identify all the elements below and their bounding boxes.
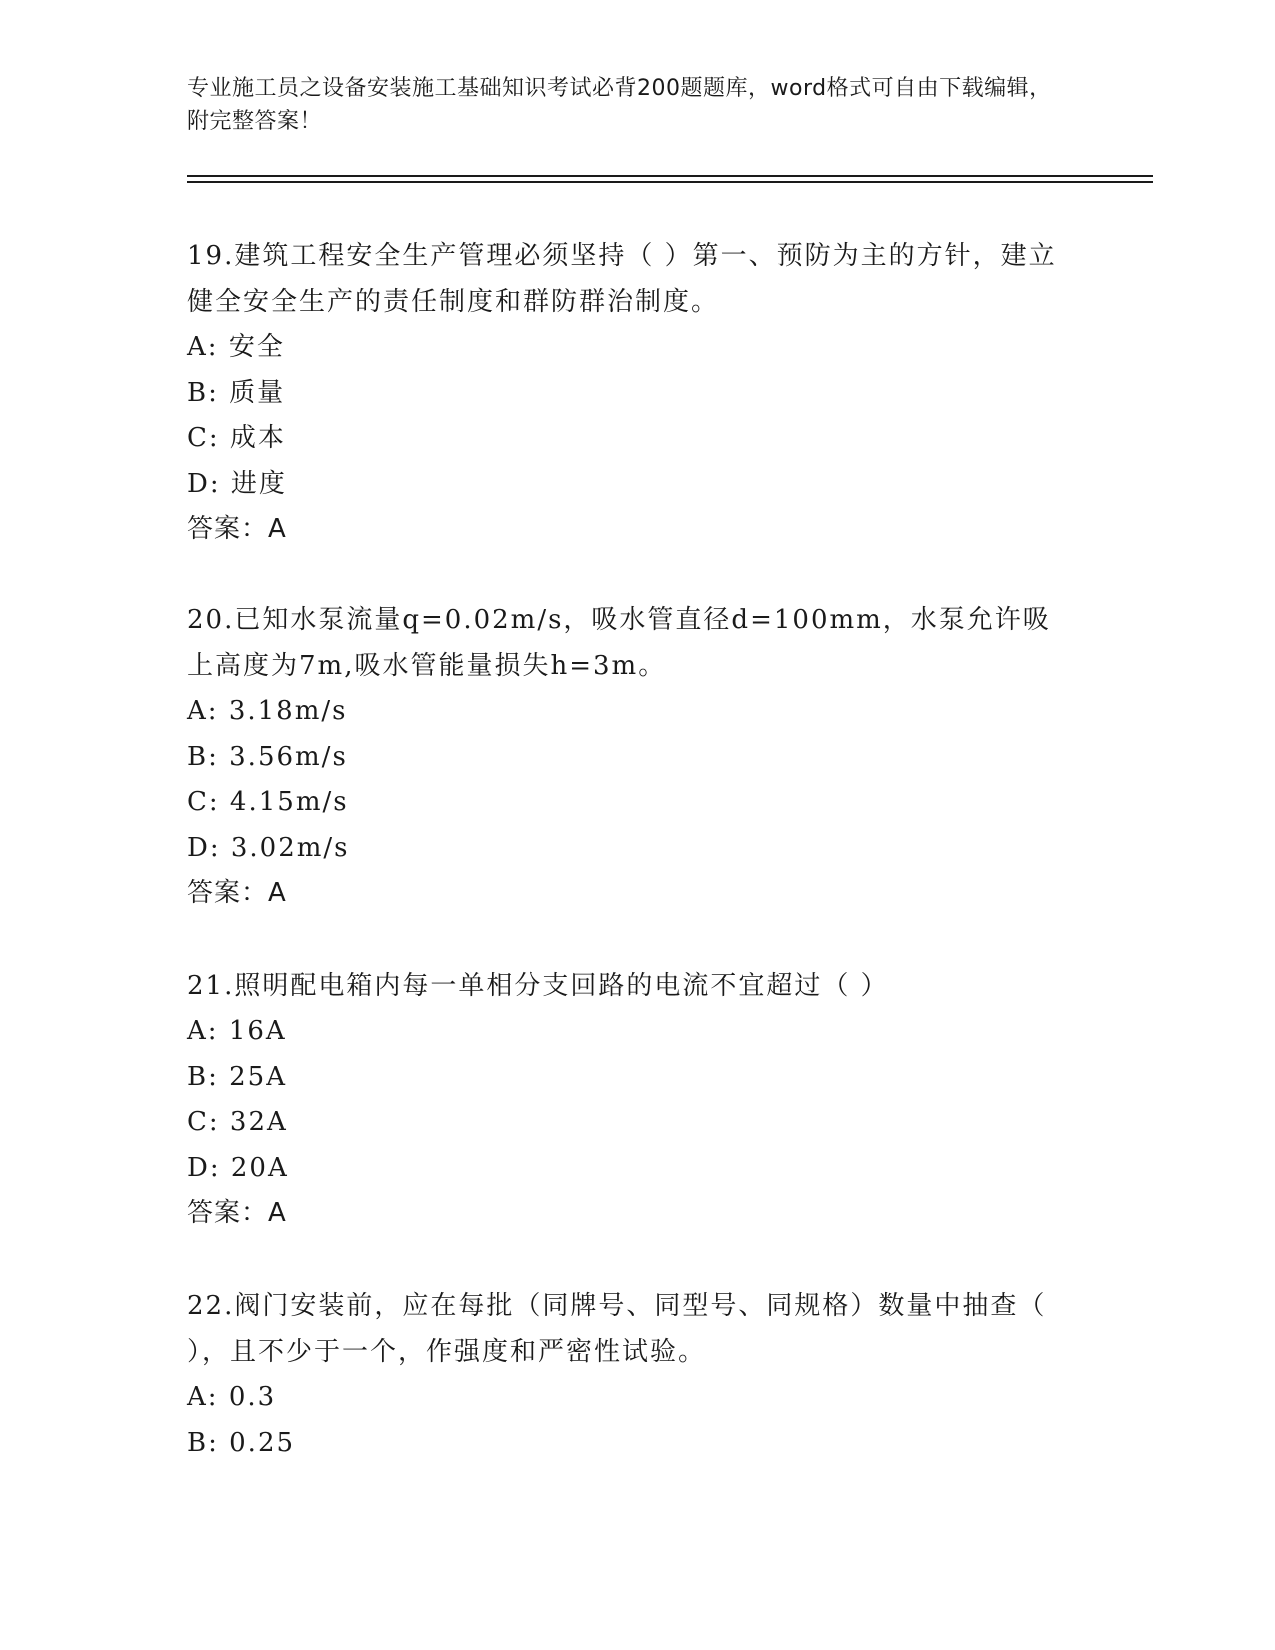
option-d	[187, 462, 1067, 508]
question-stem: 22.阀门安装前，应在每批（同牌号、同型号、同规格）数量中抽查（ ），且不少于一个，作强度和严密性试验。	[187, 1291, 1047, 1367]
option-d	[187, 1146, 1067, 1192]
option-c	[187, 780, 1067, 826]
option-text: 25A	[229, 1061, 288, 1092]
option-text: 安全	[228, 332, 285, 362]
question-21	[187, 963, 1067, 1236]
option-label: C:	[187, 1107, 220, 1137]
option-text: 20A	[230, 1152, 289, 1183]
option-label: C:	[187, 423, 220, 453]
question-stem: 21.照明配电箱内每一单相分支回路的电流不宜超过（ ）	[187, 971, 889, 1001]
question-stem: 19.建筑工程安全生产管理必须坚持（ ）第一、预防为主的方针，建立健全安全生产的责任制度和群防群治制度。	[187, 241, 1057, 317]
option-label: A:	[187, 1382, 219, 1412]
option-text: 0.3	[228, 1382, 277, 1412]
answer: 答案：A	[187, 1198, 287, 1228]
option-c	[187, 1100, 1067, 1146]
answer: 答案：A	[187, 514, 287, 544]
option-text: 16A	[228, 1016, 287, 1046]
question-20	[187, 597, 1067, 916]
option-label: A:	[187, 1016, 219, 1046]
option-label: B:	[187, 1061, 219, 1092]
answer: 答案：A	[187, 878, 287, 908]
option-label: D:	[187, 1152, 221, 1183]
question-stem: 20.已知水泵流量q=0.02m/s，吸水管直径d=100mm，水泵允许吸上高度为7m,吸水管能量损失h=3m。	[187, 605, 1051, 681]
option-d	[187, 826, 1067, 872]
question-22	[187, 1283, 1067, 1466]
option-text: 32A	[229, 1107, 288, 1137]
option-text: 3.18m/s	[228, 696, 348, 726]
header-divider-bottom	[187, 181, 1153, 183]
question-19	[187, 233, 1067, 552]
option-b	[187, 735, 1067, 781]
option-text: 进度	[230, 468, 287, 499]
option-a	[187, 325, 1067, 371]
option-label: D:	[187, 468, 221, 499]
option-label: B:	[187, 377, 219, 408]
option-b	[187, 1421, 1067, 1467]
option-a	[187, 1009, 1067, 1055]
option-label: A:	[187, 332, 219, 362]
option-a	[187, 1375, 1067, 1421]
option-text: 4.15m/s	[229, 787, 349, 817]
option-label: C:	[187, 787, 220, 817]
option-b	[187, 1055, 1067, 1101]
option-label: B:	[187, 1427, 219, 1458]
option-b	[187, 371, 1067, 417]
option-text: 3.02m/s	[230, 832, 350, 863]
option-text: 3.56m/s	[229, 741, 348, 772]
option-text: 成本	[229, 423, 286, 453]
option-a	[187, 689, 1067, 735]
header-divider-top	[187, 175, 1153, 177]
option-c	[187, 416, 1067, 462]
document-header: 专业施工员之设备安装施工基础知识考试必背200题题库，word格式可自由下载编辑，附完整答案！	[187, 76, 1052, 134]
option-text: 质量	[229, 377, 286, 408]
option-label: B:	[187, 741, 219, 772]
option-text: 0.25	[229, 1427, 296, 1458]
option-label: D:	[187, 832, 221, 863]
option-label: A:	[187, 696, 219, 726]
